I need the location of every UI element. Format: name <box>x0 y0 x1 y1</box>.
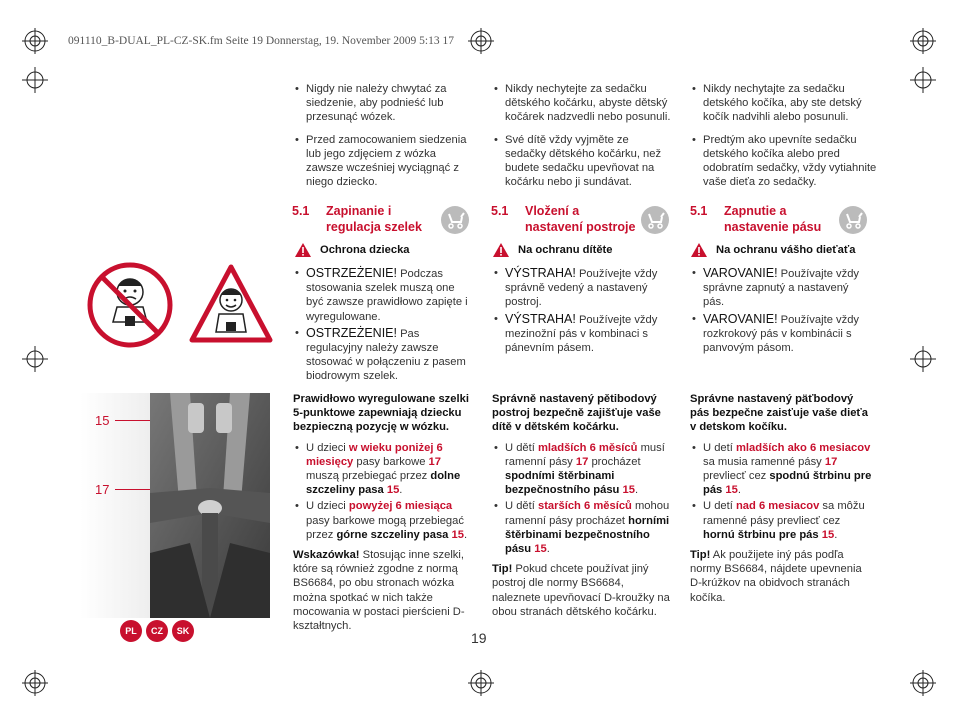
intro: Správne nastavený päťbodový pás bezpečne zaisťuje vaše dieťa v detskom kočíku. <box>690 393 868 434</box>
list-item: • VAROVANIE! Používajte vždy rozkrokový pás v kombinácii s panvovým pásom. <box>690 312 870 356</box>
list-item: • U detí mladších ako 6 mesiacov sa musia ramenné pásy 17 prevliecť cez spodnú štrbinu pre pás 15. <box>690 441 875 498</box>
tip: Tip! Ak použijete iný pás podľa normy BS6684, nájdete upevnenia D-krúžkov na obidvoch stranách kočíka. <box>690 549 862 604</box>
language-badge-pl: PL <box>120 620 142 642</box>
harness-photo <box>150 393 270 618</box>
tip: Tip! Pokud chcete používat jiný postroj dle normy BS6684, naleznete upevňovací D-kroužky na obou stranách dětského kočárku. <box>492 563 670 618</box>
warnings-cz <box>492 266 662 357</box>
warning-triangle-icon <box>188 262 274 348</box>
callout-17: 17 <box>95 482 110 497</box>
list-item: • Své dítě vždy vyjměte ze sedačky dětského kočárku, než budete sedačku upevňovat na kočárku nebo ji sundávat. <box>492 133 672 190</box>
warning-heading-pl: Ochrona dziecka <box>294 242 410 258</box>
prohibition-sign-icon <box>87 262 173 348</box>
list-item: • U dzieci powyżej 6 miesiąca pasy barkowe mogą przebiegać przez górne szczeliny pasa 15. <box>293 499 473 542</box>
list-item: • VÝSTRAHA! Používejte vždy mezinožní pás v kombinaci s pánevním pásem. <box>492 312 662 356</box>
list-item: • Nikdy nechytejte za sedačku dětského kočárku, abyste dětský kočárek nadzvedli nebo posunuli. <box>492 82 672 125</box>
body-column-pl <box>293 392 473 633</box>
section-heading-cz: 5.1 Vložení a nastavení postroje <box>491 204 636 234</box>
body-column-cz <box>492 392 672 619</box>
registration-mark-icon <box>468 670 494 696</box>
intro: Prawidłowo wyregulowane szelki 5-punktowe zapewniają dziecku bezpieczną pozycję w wózku. <box>293 393 469 434</box>
list-item: • Nigdy nie należy chwytać za siedzenie, aby podnieść lub przesunąć wózek. <box>293 82 473 125</box>
warning-triangle-icon <box>690 242 708 258</box>
callout-line <box>115 489 150 490</box>
registration-mark-icon <box>22 67 48 93</box>
stroller-icon <box>440 205 470 235</box>
language-badge-cz: CZ <box>146 620 168 642</box>
list-item: • Predtým ako upevníte sedačku detského kočíka alebo pred odobratím sedačky, vždy vytiahnite vaše dieťa zo sedačky. <box>690 133 880 190</box>
registration-mark-icon <box>22 670 48 696</box>
warnings-pl <box>293 266 473 386</box>
warnings-sk <box>690 266 870 357</box>
language-badge-sk: SK <box>172 620 194 642</box>
top-column-cz <box>492 82 672 197</box>
list-item: • OSTRZEŻENIE! Pas regulacyjny należy zawsze stosować w połączeniu z pasem biodrowym szelek. <box>293 326 473 384</box>
tip: Wskazówka! Stosując inne szelki, które są również zgodne z normą BS6684, po obu stronach wózka można spotkać w nich także mocowania w postaci pierścieni D-kształtnych. <box>293 549 465 633</box>
registration-mark-icon <box>910 67 936 93</box>
section-heading-pl: 5.1 Zapinanie i regulacja szelek <box>292 204 422 234</box>
list-item: • VÝSTRAHA! Používejte vždy správně vedený a nastavený postroj. <box>492 266 662 310</box>
registration-mark-icon <box>468 28 494 54</box>
file-header: 091110_B-DUAL_PL-CZ-SK.fm Seite 19 Donnerstag, 19. November 2009 5:13 17 <box>68 35 454 47</box>
list-item: • OSTRZEŻENIE! Podczas stosowania szelek muszą one być zawsze prawidłowo zapięte i wyregulowane. <box>293 266 473 324</box>
body-column-sk <box>690 392 875 605</box>
registration-mark-icon <box>22 346 48 372</box>
intro: Správně nastavený pětibodový postroj bezpečně zajišťuje vaše dítě v dětském kočárku. <box>492 393 661 434</box>
list-item: • U detí nad 6 mesiacov sa môžu ramenné pásy prevliecť cez hornú štrbinu pre pás 15. <box>690 499 875 542</box>
warning-heading-sk: Na ochranu vášho dieťaťa <box>690 242 855 258</box>
warning-triangle-icon <box>492 242 510 258</box>
list-item: • Nikdy nechytajte za sedačku detského kočíka, aby ste detský kočík nadvihli alebo posunuli. <box>690 82 880 125</box>
registration-mark-icon <box>910 346 936 372</box>
stroller-icon <box>838 205 868 235</box>
stroller-icon <box>640 205 670 235</box>
page-number: 19 <box>471 630 487 646</box>
section-heading-sk: 5.1 Zapnutie a nastavenie pásu <box>690 204 822 234</box>
warning-heading-cz: Na ochranu dítěte <box>492 242 613 258</box>
callout-15: 15 <box>95 413 110 428</box>
top-column-pl <box>293 82 473 197</box>
registration-mark-icon <box>910 670 936 696</box>
list-item: • U dětí mladších 6 měsíců musí ramenní pásy 17 procházet spodními štěrbinami bezpečnostního pásu 15. <box>492 441 672 498</box>
registration-mark-icon <box>910 28 936 54</box>
warning-triangle-icon <box>294 242 312 258</box>
list-item: • Przed zamocowaniem siedzenia lub jego zdjęciem z wózka zawsze wcześniej wyciągnąć z niego dziecko. <box>293 133 473 190</box>
list-item: • U dětí starších 6 měsíců mohou ramenní pásy procházet horními štěrbinami bezpečnostního pásu 15. <box>492 499 672 556</box>
list-item: • VAROVANIE! Používajte vždy správne zapnutý a nastavený pás. <box>690 266 870 310</box>
registration-mark-icon <box>22 28 48 54</box>
list-item: • U dzieci w wieku poniżej 6 miesięcy pasy barkowe 17 muszą przebiegać przez dolne szczeliny pasa 15. <box>293 441 473 498</box>
top-column-sk <box>690 82 880 197</box>
photo-margin <box>80 393 150 618</box>
callout-line <box>115 420 150 421</box>
